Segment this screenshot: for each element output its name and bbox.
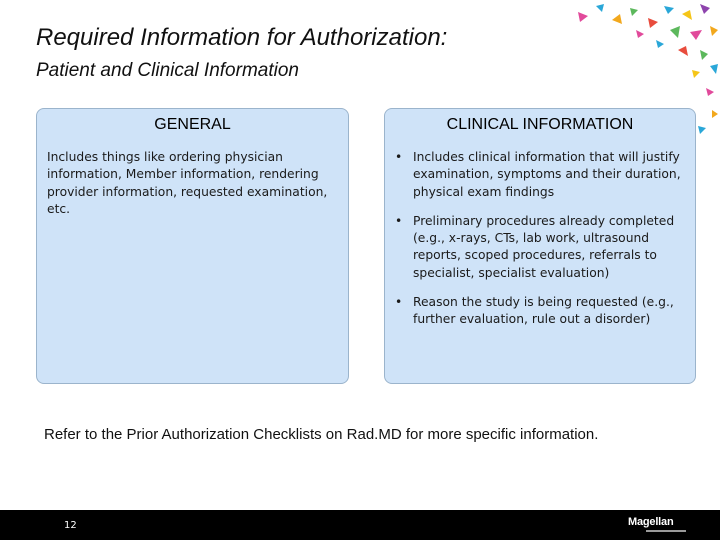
footer-bar <box>0 510 720 540</box>
bullet-icon: • <box>395 213 403 228</box>
clinical-panel <box>384 108 696 384</box>
clinical-heading: CLINICAL INFORMATION <box>446 116 634 133</box>
page-number: 12 <box>64 520 77 531</box>
clinical-bullet-list <box>395 149 683 341</box>
bullet-icon: • <box>395 150 403 164</box>
logo-underline <box>646 530 686 532</box>
general-panel <box>36 108 349 384</box>
bullet-icon: • <box>395 295 403 310</box>
clinical-bullet-item <box>395 294 683 329</box>
slide-subtitle: Patient and Clinical Information <box>36 60 299 81</box>
clinical-bullet-text: Preliminary procedures already completed (e.g., x-rays, CTs, lab work, ultrasound reports, scoped procedures, referrals to specialist, specialist evaluation) <box>413 213 675 280</box>
general-heading: GENERAL <box>154 116 231 133</box>
footnote-text: Refer to the Prior Authorization Checklists on Rad.MD for more specific information. <box>44 426 599 443</box>
general-body: Includes things like ordering physician information, Member information, rendering provider information, requested examination, etc. <box>47 150 328 216</box>
clinical-bullet-item <box>395 149 683 201</box>
clinical-bullet-text: Reason the study is being requested (e.g., further evaluation, rule out a disorder) <box>413 295 674 327</box>
magellan-logo-icon: Magellan <box>628 516 674 528</box>
clinical-bullet-item <box>395 213 683 282</box>
slide-title: Required Information for Authorization: <box>36 24 448 51</box>
clinical-bullet-text: Includes clinical information that will justify examination, symptoms and their duration, physical exam findings <box>413 150 681 199</box>
